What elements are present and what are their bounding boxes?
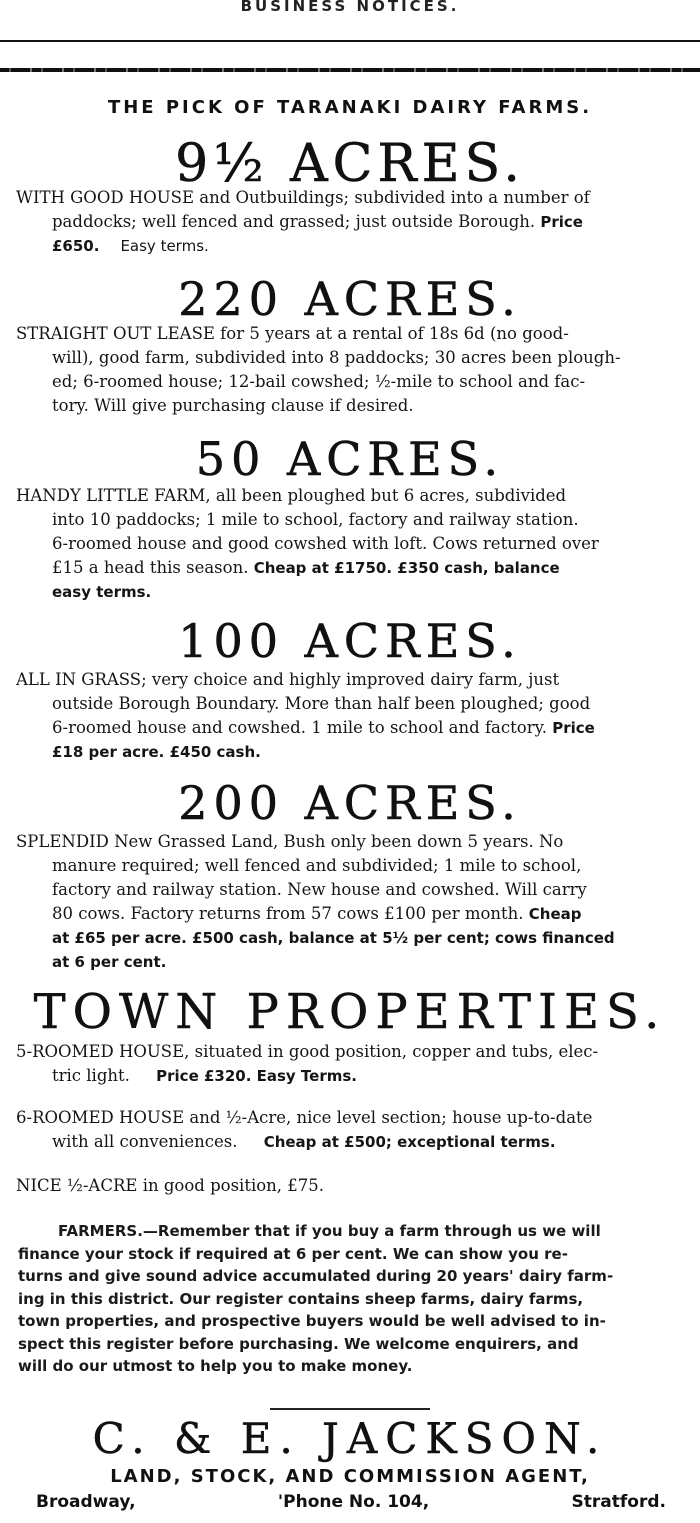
listing-line (18, 210, 682, 234)
town-line (18, 1064, 682, 1088)
farmers-notice (18, 1220, 682, 1378)
listing-heading: 100 ACRES. (178, 614, 522, 668)
price-label: Price (540, 213, 583, 231)
listing-text (18, 484, 682, 604)
listing-line-text: paddocks; well fenced and grassed; just outside Borough. (52, 212, 536, 231)
listing-line: WITH GOOD HOUSE and Outbuildings; subdivided into a number of (16, 188, 590, 207)
listing-heading: 220 ACRES. (178, 272, 522, 326)
listing-line: HANDY LITTLE FARM, all been ploughed but 6 acres, subdivided (16, 486, 567, 505)
listing-line: into 10 paddocks; 1 mile to school, factory and railway station. (52, 510, 579, 529)
listing-line: STRAIGHT OUT LEASE for 5 years at a rental of 18s 6d (no good- (16, 324, 569, 343)
listing-line (18, 556, 682, 580)
listing-line: manure required; well fenced and subdivided; 1 mile to school, (52, 856, 582, 875)
listing-text (18, 322, 682, 418)
listing-text (18, 668, 682, 764)
notice-line: finance your stock if required at 6 per cent. We can show you re- (18, 1244, 568, 1263)
town-line (18, 1130, 682, 1154)
terms-text: at 6 per cent. (52, 953, 167, 971)
price-label: Cheap (528, 905, 582, 923)
town-line: 6-ROOMED HOUSE and ½-Acre, nice level section; house up-to-date (16, 1108, 593, 1127)
section-header: BUSINESS NOTICES. (240, 0, 460, 15)
terms-text: Easy terms. (120, 237, 209, 255)
listing-heading: 200 ACRES. (178, 776, 522, 830)
town: Stratford. (571, 1492, 666, 1512)
listing-line: will), good farm, subdivided into 8 paddocks; 30 acres been plough- (52, 348, 621, 367)
listing-line (18, 234, 682, 258)
listing-line: 6-roomed house and good cowshed with loft. Cows returned over (52, 534, 599, 553)
firm-name: C. & E. JACKSON. (92, 1414, 608, 1463)
town-line-text: with all conveniences. (52, 1132, 238, 1151)
listing-text (18, 186, 682, 258)
header-rule (0, 40, 700, 42)
listing-line (18, 716, 682, 740)
town-heading: TOWN PROPERTIES. (33, 984, 667, 1040)
price-value: Cheap at £500; exceptional terms. (263, 1133, 556, 1151)
notice-line: town properties, and prospective buyers would be well advised to in- (18, 1312, 606, 1330)
town-item (18, 1174, 682, 1198)
town-item (18, 1040, 682, 1088)
notice-line: turns and give sound advice accumulated during 20 years' dairy farm- (18, 1267, 614, 1285)
town-line-text: tric light. (52, 1066, 130, 1085)
price-value: Price £320. Easy Terms. (156, 1067, 357, 1085)
listing-heading: 50 ACRES. (195, 432, 505, 486)
listing-line-text: £15 a head this season. (52, 558, 249, 577)
listing-line-text: 6-roomed house and cowshed. 1 mile to school and factory. (52, 718, 547, 737)
price-label: Price (552, 719, 595, 737)
listing-line: ed; 6-roomed house; 12-bail cowshed; ½-mile to school and fac- (52, 372, 586, 391)
price-value: at £65 per acre. £500 cash, balance at 5½ per cent; cows financed (52, 929, 615, 947)
firm-address (36, 1492, 666, 1512)
advert-title: THE PICK OF TARANAKI DAIRY FARMS. (107, 97, 593, 118)
town-line: 5-ROOMED HOUSE, situated in good position, copper and tubs, elec- (16, 1042, 599, 1061)
town-line: NICE ½-ACRE in good position, £75. (16, 1176, 325, 1195)
listing-line (18, 902, 682, 926)
listing-heading: 9½ ACRES. (175, 134, 525, 194)
listing-line: ALL IN GRASS; very choice and highly improved dairy farm, just (16, 670, 560, 689)
divider (270, 1408, 430, 1410)
listing-text (18, 830, 682, 974)
terms-text: £350 cash, balance (397, 559, 560, 577)
notice-line: spect this register before purchasing. We welcome enquirers, and (18, 1334, 579, 1353)
listing-line: outside Borough Boundary. More than half been ploughed; good (52, 694, 591, 713)
notice-line: will do our utmost to help you to make money. (18, 1357, 413, 1375)
listing-line-text: 80 cows. Factory returns from 57 cows £100 per month. (52, 904, 524, 923)
firm-role: LAND, STOCK, AND COMMISSION AGENT, (110, 1466, 590, 1487)
price-value: £650. (52, 237, 100, 255)
notice-line: FARMERS.—Remember that if you buy a farm through us we will (58, 1222, 601, 1240)
border-rule (0, 68, 700, 72)
price-value: Cheap at £1750. (253, 559, 393, 577)
price-value: £18 per acre. £450 cash. (52, 743, 261, 761)
listing-line: tory. Will give purchasing clause if desired. (52, 396, 414, 415)
listing-line: SPLENDID New Grassed Land, Bush only been down 5 years. No (16, 832, 564, 851)
phone: 'Phone No. 104, (277, 1492, 430, 1512)
terms-text: easy terms. (52, 583, 152, 601)
town-item (18, 1106, 682, 1154)
listing-line: factory and railway station. New house and cowshed. Will carry (52, 880, 587, 899)
street: Broadway, (36, 1492, 136, 1512)
notice-line: ing in this district. Our register contains sheep farms, dairy farms, (18, 1289, 584, 1308)
